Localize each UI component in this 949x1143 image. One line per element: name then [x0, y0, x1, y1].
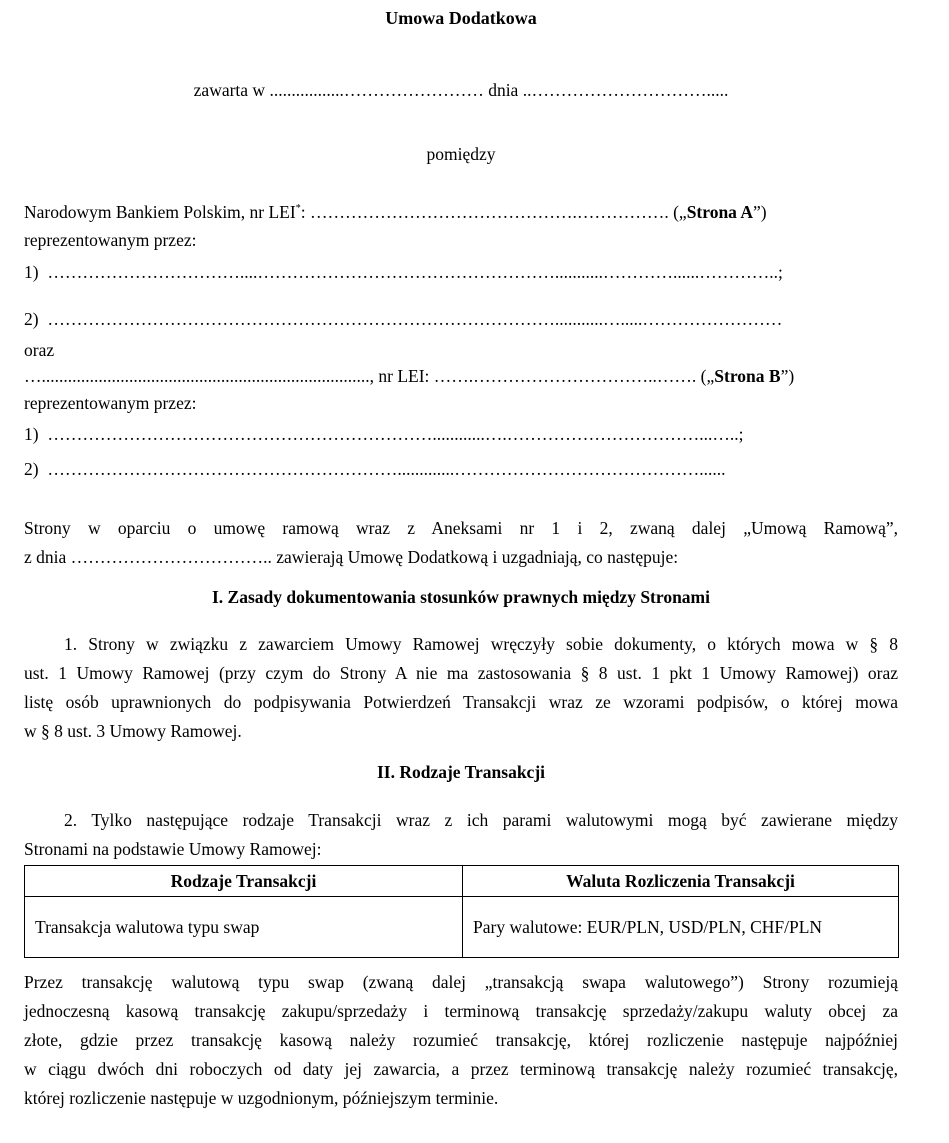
paragraph-line: listę osób uprawnionych do podpisywania Potwierdzeń Transakcji wraz ze wzorami podpisów, o której mowa — [24, 692, 898, 712]
party-b-name-blank: …..........................................................................., nr LEI: …….…………………………..……. ( — [24, 366, 707, 386]
table-header-row — [25, 866, 899, 897]
rep-number: 1) — [24, 424, 39, 444]
definition-line: Przez transakcję walutową typu swap (zwaną dalej „transakcją swapa walutowego”) Strony rozumieją — [24, 972, 898, 992]
definition-line: której rozliczenie następuje w uzgodnionym, późniejszym terminie. — [24, 1088, 499, 1108]
preamble — [24, 514, 898, 572]
party-a-represented-by: reprezentowanym przez: — [24, 230, 197, 250]
between-word: pomiędzy — [426, 144, 496, 164]
rep-blank: ……………………………………………………………………………...........….....…………………… — [47, 309, 783, 329]
document-title: Umowa Dodatkowa — [385, 8, 537, 28]
preamble-line: Strony w oparciu o umowę ramową wraz z Aneksami nr 1 i 2, zwaną dalej „Umową Ramową”, — [24, 518, 898, 538]
definition-line: w ciągu dwóch dni roboczych od daty jej zawarcia, a przez terminową transakcję należy rozumieć transakcję, — [24, 1059, 898, 1079]
swap-definition — [24, 968, 898, 1113]
table-row — [25, 897, 899, 958]
paragraph-line: 1. Strony w związku z zawarciem Umowy Ramowej wręczyły sobie dokumenty, o których mowa w § 8 — [64, 634, 898, 654]
rep-blank: …………………………………………………….............……………………………………...... — [47, 459, 726, 479]
party-b-rep-2 — [24, 459, 898, 480]
paragraph-line: w § 8 ust. 3 Umowy Ramowej. — [24, 721, 242, 741]
rep-number: 1) — [24, 262, 39, 282]
party-b-label-close: ”) — [780, 366, 795, 386]
footnote-mark: * — [295, 203, 301, 215]
section-2-paragraph — [24, 806, 898, 864]
and-word: oraz — [24, 340, 55, 360]
party-b-label-open: „ — [706, 366, 715, 386]
section-2-heading: II. Rodzaje Transakcji — [376, 762, 546, 782]
party-a-line — [24, 202, 898, 223]
party-a-intro: Narodowym Bankiem Polskim, nr LEI — [24, 202, 296, 222]
table-cell: Transakcja walutowa typu swap — [25, 897, 463, 958]
section-1-paragraph — [24, 630, 898, 746]
rep-blank: …………………………………………………………............….……………………………...…..; — [47, 424, 744, 444]
party-a-label: Strona A — [686, 202, 753, 222]
preamble-line: z dnia …………………………….. zawierają Umowę Dodatkową i uzgadniają, co następuje: — [24, 547, 679, 567]
party-b-label: Strona B — [714, 366, 781, 386]
rep-number: 2) — [24, 459, 39, 479]
table-header: Waluta Rozliczenia Transakcji — [463, 866, 899, 897]
paragraph-line: 2. Tylko następujące rodzaje Transakcji wraz z ich parami walutowymi mogą być zawierane między — [64, 810, 898, 830]
paragraph-line: Stronami na podstawie Umowy Ramowej: — [24, 839, 322, 859]
table-cell: Pary walutowe: EUR/PLN, USD/PLN, CHF/PLN — [463, 897, 899, 958]
party-a-lei-blank: : ……………………………………….……………. ( — [300, 202, 679, 222]
section-1-heading: I. Zasady dokumentowania stosunków prawnych między Stronami — [211, 587, 711, 607]
transaction-types-table — [24, 865, 899, 958]
party-a-label-close: ”) — [752, 202, 767, 222]
party-a-rep-2 — [24, 309, 898, 330]
rep-number: 2) — [24, 309, 39, 329]
concluded-line: zawarta w .................…………………… dnia ..…………………………..... — [193, 80, 729, 100]
party-b-represented-by: reprezentowanym przez: — [24, 393, 197, 413]
party-a-rep-1 — [24, 262, 898, 283]
definition-line: jednoczesną kasową transakcję zakupu/sprzedaży i terminową transakcję sprzedaży/zakupu waluty obcej za — [24, 1001, 898, 1021]
party-b-line — [24, 366, 898, 387]
party-a-label-open: „ — [678, 202, 687, 222]
paragraph-line: ust. 1 Umowy Ramowej (przy czym do Strony A nie ma zastosowania § 8 ust. 1 pkt 1 Umowy Ramowej) oraz — [24, 663, 898, 683]
rep-blank: ……………………………....……………………………………………...........…………......…………..; — [47, 262, 783, 282]
table-header: Rodzaje Transakcji — [25, 866, 463, 897]
definition-line: złote, gdzie przez transakcję kasową należy rozumieć transakcję, której rozliczenie następuje najpóźniej — [24, 1030, 898, 1050]
party-b-rep-1 — [24, 424, 898, 445]
